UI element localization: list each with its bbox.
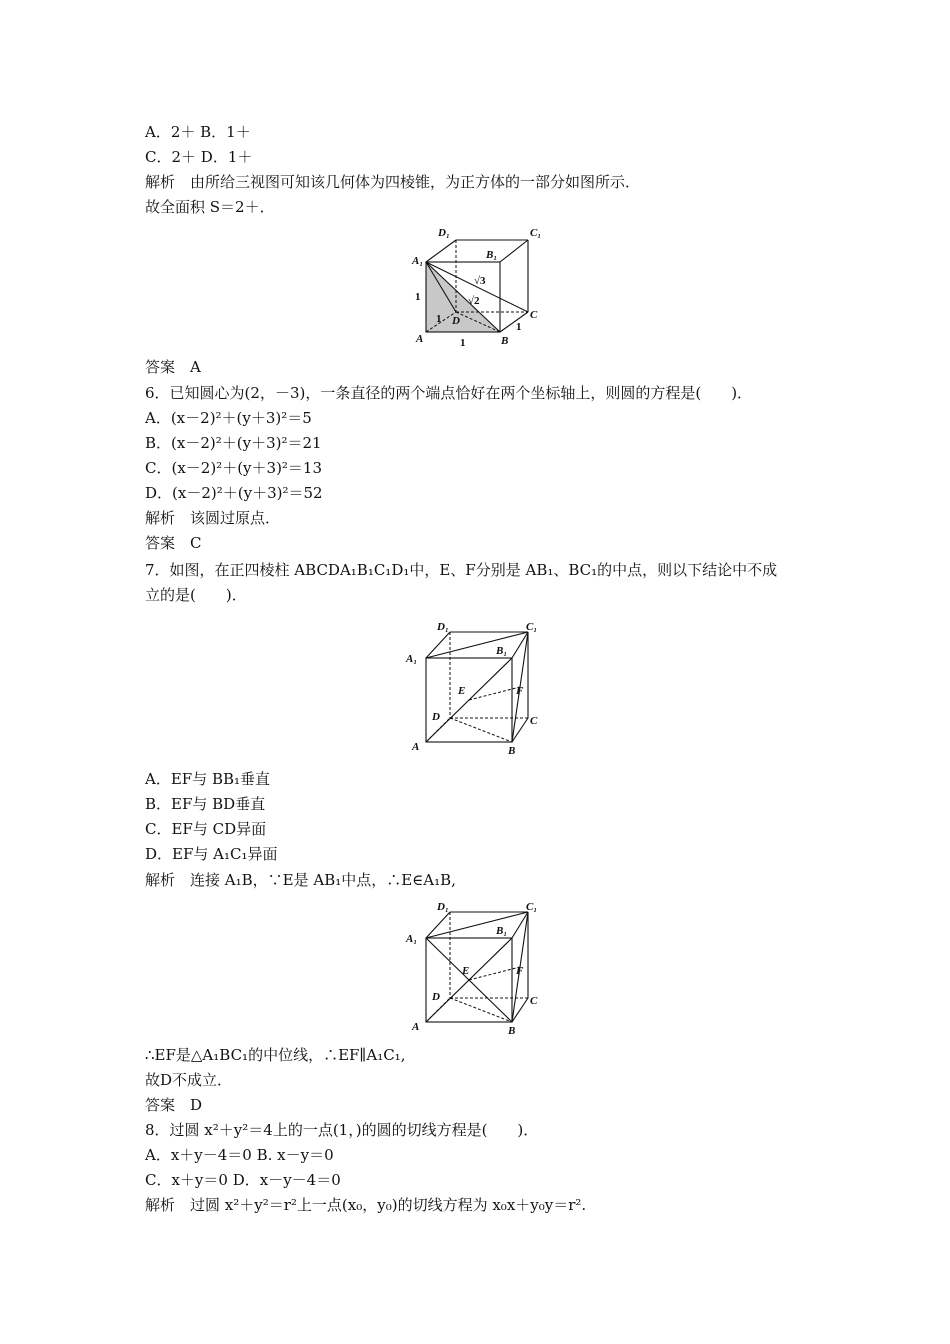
fig2-label-f: F [516,685,524,697]
fig2-label-b1: B₁ [496,645,508,657]
answer-q7: 答案 D [145,1096,203,1114]
fig3-label-b: B [508,1025,516,1037]
fig3-label-d: D [432,991,440,1003]
fig1-measure-inner: 1 [436,313,442,325]
fig1-label-b: B [501,335,509,347]
fig1-measure-sqrt2: √2 [468,295,480,307]
option-c-d-q5: C．2＋ D．1＋ [145,148,253,166]
option-a-q6: A．(x－2)²＋(y＋3)²＝5 [145,409,312,427]
option-c-q7: C．EF与 CD异面 [145,820,267,838]
fig3-label-a: A [412,1021,420,1033]
option-d-q7: D．EF与 A₁C₁异面 [145,845,278,863]
fig3-label-b1: B₁ [496,925,508,937]
figure-cube-pyramid [410,224,550,352]
fig1-measure-sqrt3: √3 [474,275,486,287]
fig2-label-e: E [458,685,466,697]
fig1-label-c: C [530,309,538,321]
area-result-q5: 故全面积 S＝2＋． [145,198,275,216]
fig2-label-c: C [530,715,538,727]
figure-prism-ef [402,616,552,758]
fig1-measure-left: 1 [415,291,421,303]
solution-q7-line1: 解析 连接 A₁B，∵E是 AB₁中点，∴E∈A₁B, [145,871,456,889]
option-c-d-q8: C．x＋y＝0 D．x－y－4＝0 [145,1171,341,1189]
fig2-label-d1: D₁ [437,621,449,633]
fig3-label-d1: D₁ [437,901,449,913]
option-a-b-q5: A．2＋ B．1＋ [145,123,251,141]
fig3-label-c1: C₁ [526,901,538,913]
fig3-label-c: C [530,995,538,1007]
fig2-label-b: B [508,745,516,757]
fig1-label-c1: C₁ [530,227,542,239]
fig1-label-d1: D₁ [438,227,450,239]
fig1-label-b1: B₁ [486,249,498,261]
fig2-label-a1: A₁ [406,653,418,665]
question-7-line2: 立的是( )． [145,586,247,604]
option-a-q7: A．EF与 BB₁垂直 [145,770,271,788]
solution-q5: 解析 由所给三视图可知该几何体为四棱锥，为正方体的一部分如图所示． [145,173,641,191]
option-d-q6: D．(x－2)²＋(y＋3)²＝52 [145,484,323,502]
fig3-label-a1: A₁ [406,933,418,945]
answer-q5: 答案 A [145,358,201,376]
figure-prism-solution [402,896,552,1038]
fig3-label-f: F [516,965,524,977]
fig2-label-a: A [412,741,420,753]
question-7-line1: 7．如图，在正四棱柱 ABCDA₁B₁C₁D₁中，E、F分别是 AB₁、BC₁的中点，则以下结论中不成 [145,561,778,579]
fig1-label-d: D [452,315,460,327]
option-b-q6: B．(x－2)²＋(y＋3)²＝21 [145,434,322,452]
fig1-label-a: A [416,333,424,345]
fig1-measure-right: 1 [516,321,522,333]
option-a-b-q8: A．x＋y－4＝0 B. x－y＝0 [145,1146,334,1164]
option-c-q6: C．(x－2)²＋(y＋3)²＝13 [145,459,323,477]
solution-q8: 解析 过圆 x²＋y²＝r²上一点(x₀，y₀)的切线方程为 x₀x＋y₀y＝r². [145,1196,587,1214]
fig2-label-c1: C₁ [526,621,538,633]
question-8: 8．过圆 x²＋y²＝4上的一点(1，)的圆的切线方程是( )． [145,1121,539,1139]
solution-q7-line3: 故D不成立． [145,1071,233,1089]
fig2-label-d: D [432,711,440,723]
option-b-q7: B．EF与 BD垂直 [145,795,266,813]
fig3-label-e: E [462,965,470,977]
answer-q6: 答案 C [145,534,202,552]
question-6: 6．已知圆心为(2，－3)，一条直径的两个端点恰好在两个坐标轴上，则圆的方程是( )． [145,384,753,402]
solution-q6: 解析 该圆过原点． [145,509,281,527]
fig1-label-a1: A₁ [412,255,424,267]
fig1-measure-bottom: 1 [460,337,466,349]
solution-q7-line2: ∴EF是△A₁BC₁的中位线，∴EF∥A₁C₁, [145,1046,406,1064]
